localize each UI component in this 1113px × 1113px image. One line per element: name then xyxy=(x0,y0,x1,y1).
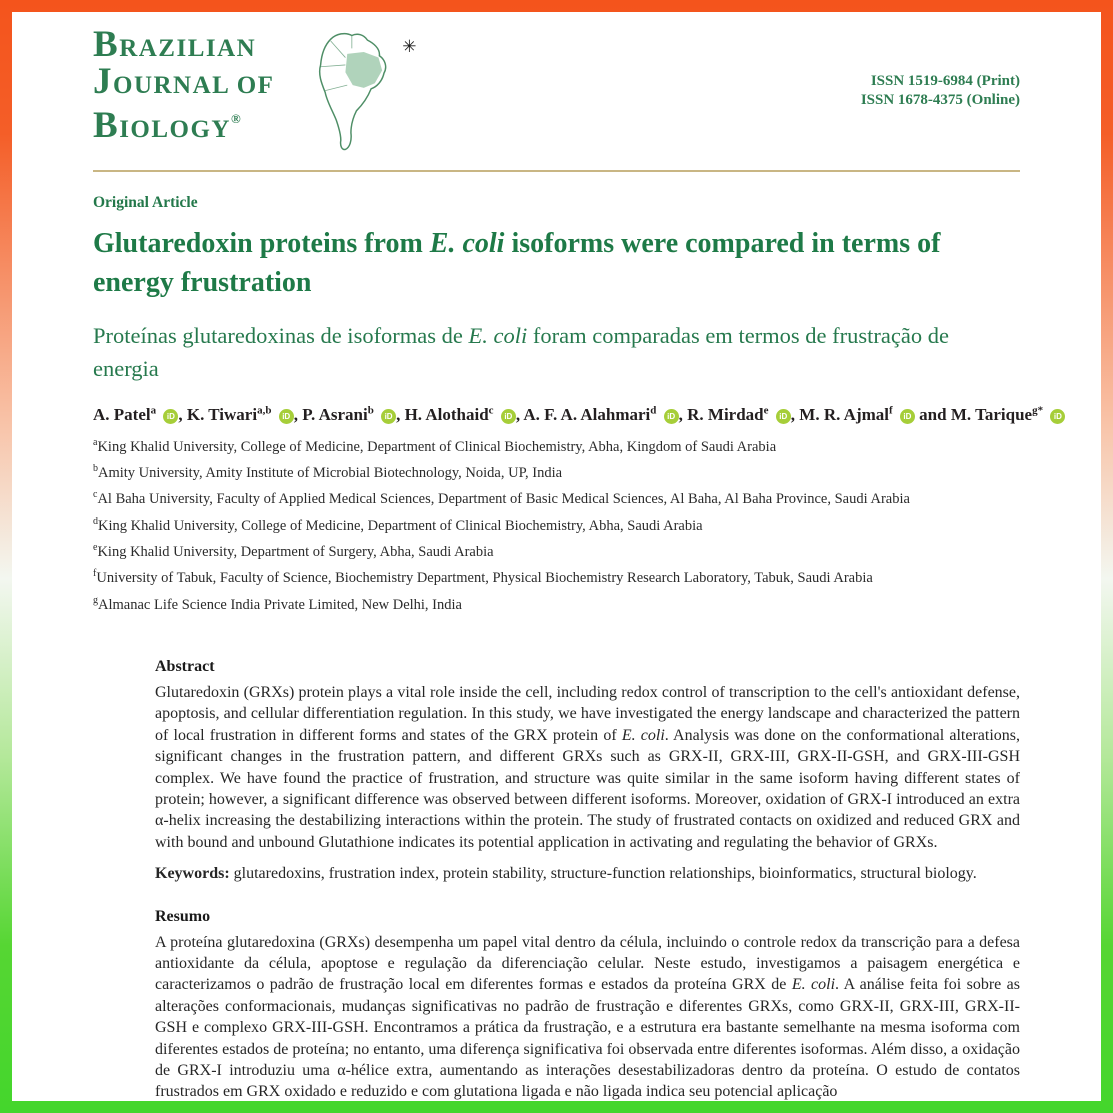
title-text: isoforms were compared in terms of energy frustration xyxy=(93,228,941,298)
subtitle-species-italic: E. coli xyxy=(468,323,528,348)
author-affil-sup: b xyxy=(367,404,374,416)
author xyxy=(687,405,799,424)
resumo-heading: Resumo xyxy=(155,907,211,925)
orcid-icon[interactable]: iD xyxy=(664,409,679,424)
affiliation-list xyxy=(93,432,1020,616)
author-affil-sup: f xyxy=(889,404,893,416)
orcid-icon[interactable]: iD xyxy=(776,409,791,424)
abstract-heading: Abstract xyxy=(155,657,215,675)
author-affil-sup: c xyxy=(488,404,494,416)
author xyxy=(523,405,687,424)
article-title xyxy=(93,224,1020,302)
author-list xyxy=(93,404,1062,425)
issn-print: ISSN 1519-6984 (Print) xyxy=(870,73,1020,89)
abstract-text: . Analysis was done on the conformational alterations, significant changes in the frustration pattern, and different GRXs such as GRX-II, GRX-III, GRX-II-GSH, and GRX-III-GSH complex. We have found the practice of frustration, and structure was quite similar in the same isoform having different states of protein; however, a significant difference was observed between different isoforms. Moreover, oxidation of GRX-I introduced an extra α-helix increasing the destabilizing interactions within the protein. The study of frustrated contacts on oxidized and reduced GRX and with bound and unbound Glutathione indicates its potential application in activating and regulating the behavior of GRXs. xyxy=(155,726,1020,851)
abstract-species-italic: E. coli xyxy=(621,726,665,744)
author-name: K. Tiwari xyxy=(186,404,258,424)
author-affil-sup: e xyxy=(763,404,769,416)
affiliation-text: King Khalid University, College of Medicine, Department of Clinical Biochemistry, Abha, Saudi Arabia xyxy=(98,517,703,534)
affiliation-item xyxy=(93,432,1020,458)
author-separator: , xyxy=(178,404,187,424)
affiliation-item xyxy=(93,511,1020,537)
keywords-line xyxy=(155,863,1020,884)
article-page xyxy=(12,12,1101,1101)
journal-header xyxy=(93,24,1020,154)
affiliation-sup: e xyxy=(93,541,98,553)
keywords-label: Keywords: xyxy=(155,865,230,883)
affiliation-item xyxy=(93,563,1020,589)
logo-rest: OURNAL OF xyxy=(113,72,275,99)
journal-logo xyxy=(93,24,417,154)
registered-trademark: ® xyxy=(230,111,241,126)
author-name: P. Asrani xyxy=(302,404,368,424)
author-name: A. Patel xyxy=(93,404,151,424)
author-separator: , xyxy=(515,404,524,424)
logo-cap: J xyxy=(93,61,113,102)
author xyxy=(187,405,302,424)
subtitle-text: foram comparadas em termos de frustração de energia xyxy=(93,323,949,381)
orcid-icon[interactable]: iD xyxy=(381,409,396,424)
article-type-label: Original Article xyxy=(93,194,198,211)
logo-line-3 xyxy=(93,102,274,146)
author-separator: , xyxy=(790,404,800,424)
south-america-map-icon xyxy=(288,30,417,154)
logo-cap: B xyxy=(93,105,120,146)
abstract-body xyxy=(155,682,1020,853)
affiliation-item xyxy=(93,590,1020,616)
affiliation-text: King Khalid University, Department of Surgery, Abha, Saudi Arabia xyxy=(97,543,494,560)
subtitle-text: Proteínas glutaredoxinas de isoformas de xyxy=(93,323,469,348)
resumo-body xyxy=(155,932,1020,1101)
author xyxy=(405,405,524,424)
south-america-outline xyxy=(288,30,412,154)
resumo-species-italic: E. coli xyxy=(791,976,836,994)
author xyxy=(951,405,1066,424)
author-separator: , xyxy=(396,404,405,424)
affiliation-text: University of Tabuk, Faculty of Science, Biochemistry Department, Physical Biochemistry Research Laboratory, Tabuk, Saudi Arabia xyxy=(96,570,873,587)
article-subtitle-portuguese xyxy=(93,319,1020,385)
logo-rest: RAZILIAN xyxy=(119,35,257,62)
issn-block xyxy=(861,72,1020,110)
affiliation-item xyxy=(93,537,1020,563)
author-separator: and xyxy=(914,404,951,424)
affiliation-text: Almanac Life Science India Private Limited, New Delhi, India xyxy=(98,596,462,613)
orcid-icon[interactable]: iD xyxy=(279,409,294,424)
affiliation-item xyxy=(93,458,1020,484)
logo-cap: B xyxy=(93,24,120,65)
orcid-icon[interactable]: iD xyxy=(501,409,516,424)
affiliation-sup: a xyxy=(93,436,98,448)
affiliation-sup: f xyxy=(93,568,97,580)
author-separator: , xyxy=(293,404,303,424)
journal-logo-text xyxy=(93,24,275,146)
affiliation-text: Al Baha University, Faculty of Applied Medical Sciences, Department of Basic Medical Sciences, Al Baha, Al Baha Province, Saudi Arabia xyxy=(97,491,910,508)
author-name: H. Alothaid xyxy=(404,404,489,424)
affiliation-sup: c xyxy=(93,489,98,501)
affiliation-sup: b xyxy=(93,462,98,474)
affiliation-text: Amity University, Amity Institute of Microbial Biotechnology, Noida, UP, India xyxy=(98,464,563,481)
resumo-text: A proteína glutaredoxina (GRXs) desempenha um papel vital dentro da célula, incluindo o controle redox da transcrição para a defesa antioxidante da célula, apoptose e regulação da diferenciação celular. Neste estudo, investigamos a paisagem energética e caracterizamos o padrão de frustração local em diferentes formas e estados da proteína GRX de xyxy=(155,933,1020,994)
abstract-section xyxy=(155,658,1020,885)
orcid-icon[interactable]: iD xyxy=(163,409,178,424)
issn-online: ISSN 1678-4375 (Online) xyxy=(860,92,1020,108)
star-icon: ✳ xyxy=(402,37,417,56)
keywords-text: glutaredoxins, frustration index, protein stability, structure-function relationships, bioinformatics, structural biology. xyxy=(229,865,977,883)
orcid-icon[interactable]: iD xyxy=(1050,409,1065,424)
author-affil-sup: g* xyxy=(1032,404,1044,416)
affiliation-sup: g xyxy=(93,594,98,606)
logo-rest: IOLOGY xyxy=(119,116,231,143)
author-separator: , xyxy=(678,404,688,424)
author xyxy=(302,405,404,424)
affiliation-item xyxy=(93,484,1020,510)
author-name: M. R. Ajmal xyxy=(799,404,889,424)
orcid-icon[interactable]: iD xyxy=(900,409,915,424)
author xyxy=(799,405,951,424)
author-name: R. Mirdad xyxy=(687,404,764,424)
author-name: A. F. A. Alahmari xyxy=(523,404,651,424)
title-species-italic: E. coli xyxy=(429,228,505,259)
author-affil-sup: d xyxy=(650,404,657,416)
resumo-text: . A análise feita foi sobre as alterações conformacionais, mudanças significativas no padrão de frustração e diferentes GRXs, como GRX-II, GRX-III, GRX-II-GSH e complexo GRX-III-GSH. Encontramos a prática da frustração, e a estrutura era bastante semelhante na mesma isoforma com diferentes estados de proteína; no entanto, uma diferença significativa foi observada entre diferentes isoformas. Além disso, a oxidação de GRX-I introduziu uma α-hélice extra, aumentando as interações desestabilizadoras dentro da proteína. O estudo de contatos frustrados em GRX oxidado e reduzido e com glutationa ligada e não ligada indica seu potencial aplicação xyxy=(155,976,1021,1101)
abstract-text: Glutaredoxin (GRXs) protein plays a vital role inside the cell, including redox control of transcription to the cell's antioxidant defense, apoptosis, and cellular differentiation regulation. In this study, we have investigated the energy landscape and characterized the pattern of local frustration in different forms and states of the GRX protein of xyxy=(155,683,1020,744)
author-name: M. Tarique xyxy=(950,404,1033,424)
header-divider xyxy=(93,170,1020,172)
logo-line-2 xyxy=(93,61,275,102)
logo-line-1 xyxy=(93,24,274,65)
author-affil-sup: a,b xyxy=(257,404,272,416)
affiliation-text: King Khalid University, College of Medicine, Department of Clinical Biochemistry, Abha, Kingdom of Saudi Arabia xyxy=(97,438,777,455)
affiliation-sup: d xyxy=(93,515,98,527)
title-text: Glutaredoxin proteins from xyxy=(93,228,430,259)
resumo-section xyxy=(155,908,1020,1101)
author-affil-sup: a xyxy=(150,404,157,416)
author xyxy=(93,405,187,424)
